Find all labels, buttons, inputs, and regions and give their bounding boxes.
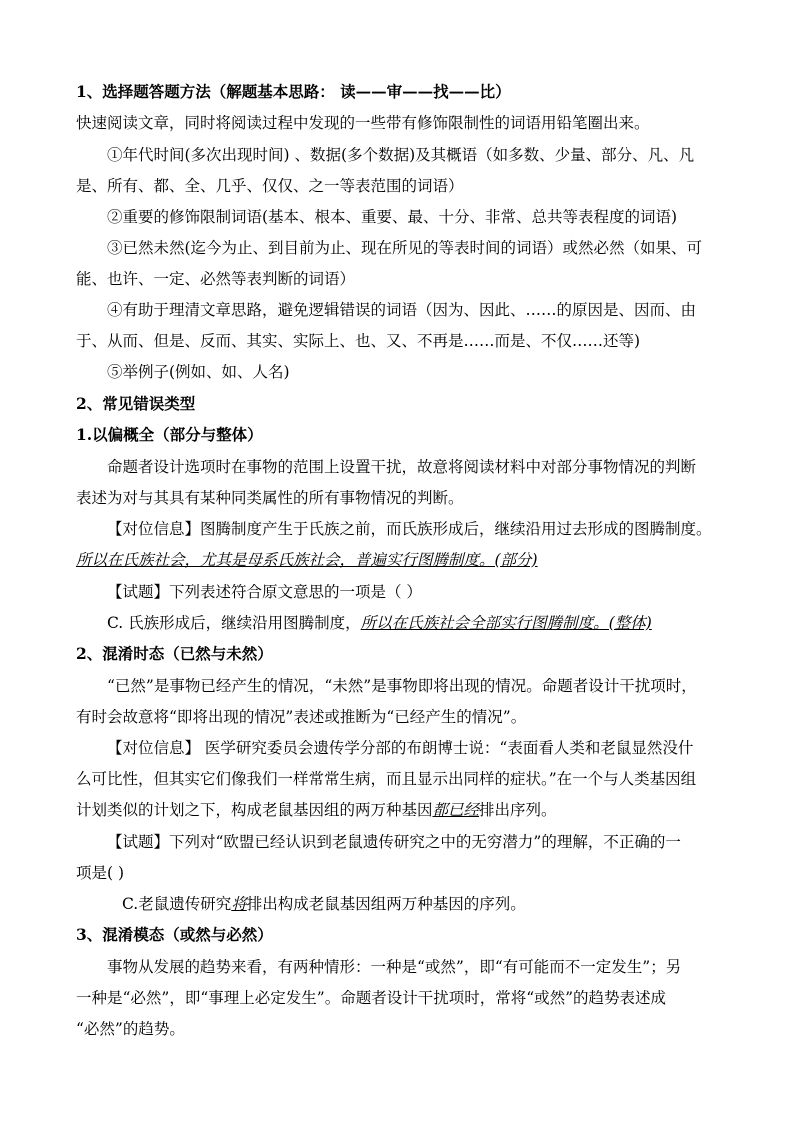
list-item-cont: 能、也许、一定、必然等表判断的词语） bbox=[76, 270, 356, 288]
text: C.老鼠遗传研究 bbox=[122, 895, 232, 913]
reference-info: 【对位信息】 医学研究委员会遗传学分部的布朗博士说：“表面看人类和老鼠显然没什 bbox=[107, 739, 694, 757]
paragraph-cont: 有时会故意将“即将出现的情况”表述或推断为“已经产生的情况”。 bbox=[76, 708, 527, 726]
reference-info-cont: 么可比性，但其实它们像我们一样常常生病，而且显示出同样的症状。”在一个与人类基因组 bbox=[76, 770, 697, 788]
reference-info-underlined: 所以在氏族社会，尤其是母系氏族社会，普遍实行图腾制度。(部分) bbox=[76, 551, 538, 569]
section-heading-2: 2、常见错误类型 bbox=[76, 394, 196, 413]
subsection-heading: 2、混淆时态（已然与未然） bbox=[76, 644, 273, 663]
reference-info: 【对位信息】图腾制度产生于氏族之前，而氏族形成后，继续沿用过去形成的图腾制度。 bbox=[107, 520, 712, 538]
paragraph: 事物从发展的趋势来看，有两种情形：一种是“或然”，即“有可能而不一定发生”；另 bbox=[107, 958, 682, 976]
list-item-cont: 是、所有、都、全、几乎、仅仅、之一等表范围的词语） bbox=[76, 177, 464, 195]
question: 【试题】下列对“欧盟已经认识到老鼠遗传研究之中的无穷潜力”的理解，不正确的一 bbox=[107, 833, 681, 851]
underlined-word: 都已经 bbox=[432, 801, 480, 819]
paragraph-cont: 表述为对与其具有某种同类属性的所有事物情况的判断。 bbox=[76, 489, 464, 507]
list-item: ③已然未然(迄今为止、到目前为止、现在所见的等表时间的词语）或然必然（如果、可 bbox=[107, 239, 703, 257]
underlined-word: 将 bbox=[231, 895, 247, 913]
reference-info-cont bbox=[76, 800, 726, 820]
paragraph: 快速阅读文章，同时将阅读过程中发现的一些带有修饰限制性的词语用铅笔圈出来。 bbox=[76, 114, 650, 132]
option-underlined: 所以在氏族社会全部实行图腾制度。(整体) bbox=[360, 614, 652, 632]
paragraph-cont: 一种是“必然”，即“事理上必定发生”。命题者设计干扰项时，常将“或然”的趋势表述成 bbox=[76, 989, 667, 1007]
text: 排出序列。 bbox=[479, 801, 557, 819]
question: 【试题】下列表述符合原文意思的一项是（ ） bbox=[107, 583, 422, 601]
option-text: C. 氏族形成后，继续沿用图腾制度， bbox=[107, 614, 361, 632]
question-option bbox=[107, 613, 757, 633]
list-item-cont: 于、从而、但是、反而、其实、实际上、也、又、不再是……而是、不仅……还等) bbox=[76, 332, 641, 350]
subsection-heading: 3、混淆模态（或然与必然） bbox=[76, 925, 273, 944]
section-heading-1: 1、选择题答题方法（解题基本思路： 读——审——找——比） bbox=[76, 82, 511, 101]
question-cont: 项是( ) bbox=[76, 864, 125, 882]
text: 计划类似的计划之下，构成老鼠基因组的两万种基因 bbox=[76, 801, 433, 819]
paragraph: “已然”是事物已经产生的情况，“未然”是事物即将出现的情况。命题者设计干扰项时， bbox=[107, 677, 697, 695]
list-item: ②重要的修饰限制词语(基本、根本、重要、最、十分、非常、总共等表程度的词语) bbox=[107, 208, 678, 226]
question-option bbox=[122, 894, 772, 914]
paragraph-cont: “必然”的趋势。 bbox=[76, 1020, 185, 1038]
list-item: ⑤举例子(例如、如、人名) bbox=[107, 363, 290, 381]
paragraph: 命题者设计选项时在事物的范围上设置干扰，故意将阅读材料中对部分事物情况的判断 bbox=[107, 458, 697, 476]
list-item: ④有助于理清文章思路，避免逻辑错误的词语（因为、因此、……的原因是、因而、由 bbox=[107, 301, 697, 319]
list-item: ①年代时间(多次出现时间) 、数据(多个数据)及其概语（如多数、少量、部分、凡、凡 bbox=[107, 146, 695, 164]
text: 排出构成老鼠基因组两万种基因的序列。 bbox=[246, 895, 526, 913]
subsection-heading: 1.以偏概全（部分与整体） bbox=[76, 425, 263, 444]
